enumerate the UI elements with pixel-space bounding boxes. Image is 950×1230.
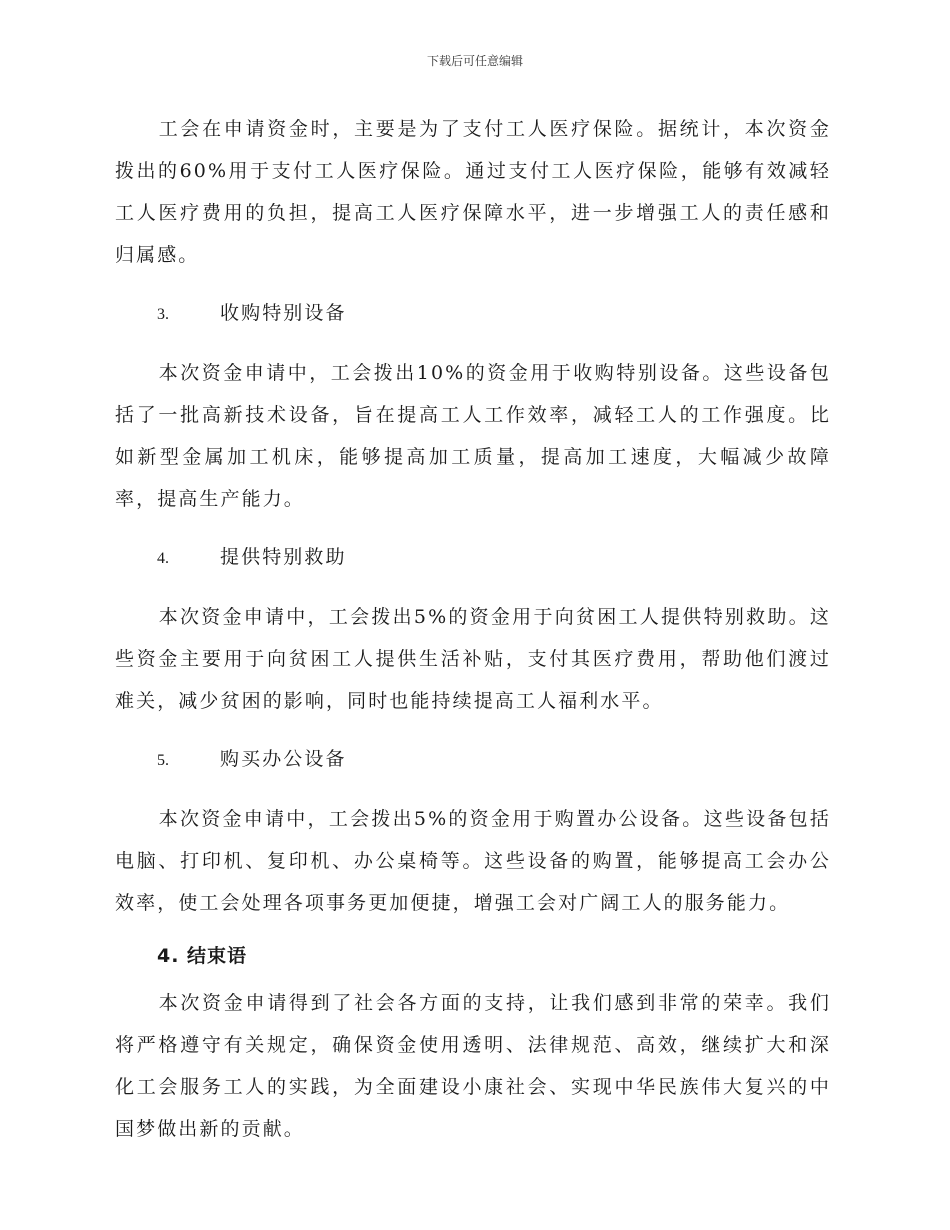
list-item-3 bbox=[115, 292, 831, 336]
list-item-number: 5. bbox=[157, 752, 169, 769]
list-item-4 bbox=[115, 536, 831, 580]
list-item-5 bbox=[115, 738, 831, 782]
document-body bbox=[115, 108, 831, 1150]
paragraph-medical-insurance: 工会在申请资金时，主要是为了支付工人医疗保险。据统计，本次资金拨出的60%用于支付工人医疗保险。通过支付工人医疗保险，能够有效减轻工人医疗费用的负担，提高工人医疗保障水平，进一步增强工人的责任感和归属感。 bbox=[115, 118, 831, 266]
paragraph-special-relief: 本次资金申请中，工会拨出5%的资金用于向贫困工人提供特别救助。这些资金主要用于向贫困工人提供生活补贴，支付其医疗费用，帮助他们渡过难关，减少贫困的影响，同时也能持续提高工人福利水平。 bbox=[115, 606, 831, 712]
paragraph-conclusion: 本次资金申请得到了社会各方面的支持，让我们感到非常的荣幸。我们将严格遵守有关规定，确保资金使用透明、法律规范、高效，继续扩大和深化工会服务工人的实践，为全面建设小康社会、实现中华民族伟大复兴的中国梦做出新的贡献。 bbox=[115, 992, 831, 1140]
list-item-title: 收购特别设备 bbox=[220, 302, 347, 324]
paragraph-special-equipment: 本次资金申请中，工会拨出10%的资金用于收购特别设备。这些设备包括了一批高新技术设备，旨在提高工人工作效率，减轻工人的工作强度。比如新型金属加工机床，能够提高加工质量，提高加工速度，大幅减少故障率，提高生产能力。 bbox=[115, 362, 831, 510]
list-item-title: 购买办公设备 bbox=[220, 748, 347, 770]
paragraph-office-equipment: 本次资金申请中，工会拨出5%的资金用于购置办公设备。这些设备包括电脑、打印机、复印机、办公桌椅等。这些设备的购置，能够提高工会办公效率，使工会处理各项事务更加便捷，增强工会对广阔工人的服务能力。 bbox=[115, 808, 831, 914]
section-heading-conclusion: 4. 结束语 bbox=[157, 945, 248, 967]
list-item-title: 提供特别救助 bbox=[220, 546, 347, 568]
list-item-number: 4. bbox=[157, 550, 169, 567]
list-item-number: 3. bbox=[157, 306, 169, 323]
page-header: 下载后可任意编辑 bbox=[426, 54, 523, 68]
